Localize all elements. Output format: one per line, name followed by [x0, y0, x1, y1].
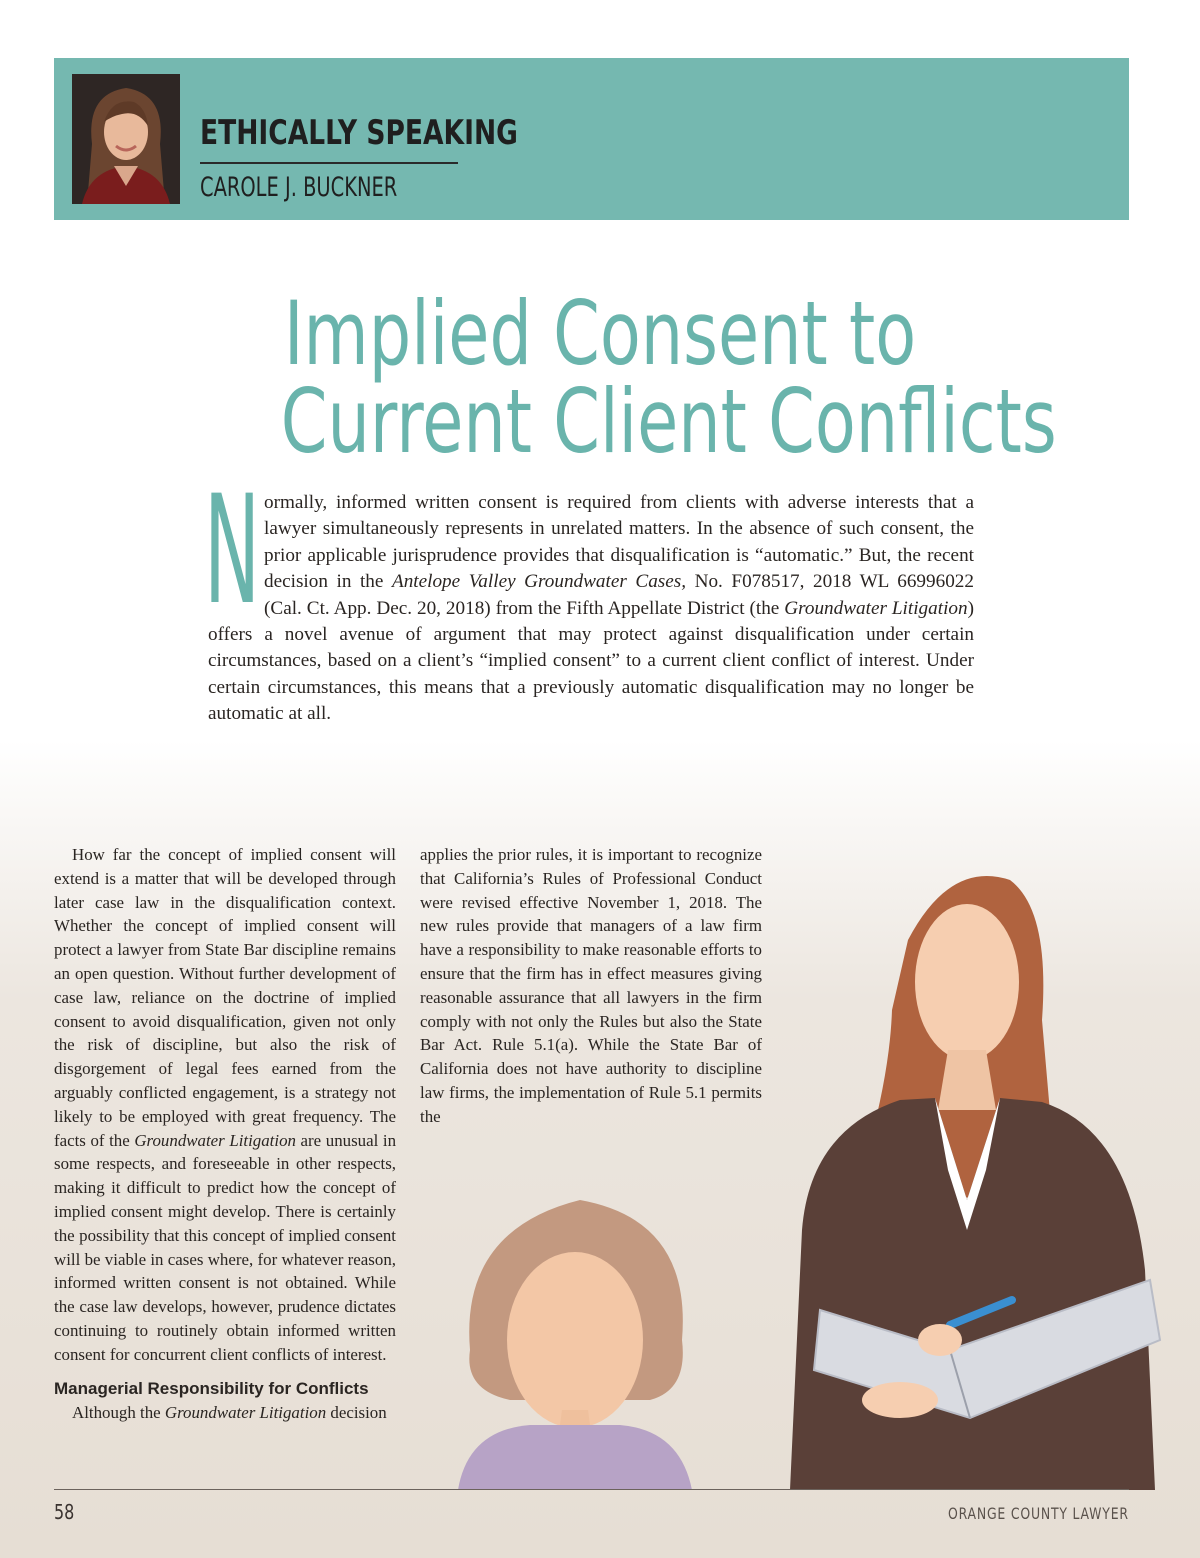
lede-short-name: Groundwater Litigation [784, 597, 968, 619]
publication-name: ORANGE COUNTY LAWYER [948, 1504, 1129, 1523]
author-photo [72, 74, 180, 204]
article-lede [204, 464, 974, 728]
lede-case-name: Antelope Valley Groundwater Cases, [391, 571, 687, 593]
body-italic: Groundwater Litigation [164, 1402, 327, 1422]
article-title [180, 282, 1057, 473]
lede-text-1: ormally, informed written consent is required from clients with adverse interests that a lawyer simultaneously represents in unrelated matters. In the absence of such consent, the prior applicable jurisprudence provides that disqualification is “automatic.” But, the recent decision in the [264, 492, 974, 593]
column-title: ETHICALLY SPEAKING [200, 113, 518, 153]
drop-cap: N [204, 464, 261, 638]
body-italic: Groundwater Litigation [134, 1130, 296, 1150]
body-paragraph [54, 843, 396, 1367]
body-paragraph [54, 1401, 396, 1425]
author-name: CAROLE J. BUCKNER [200, 172, 398, 203]
title-divider [200, 162, 458, 164]
column-header-band [54, 58, 1129, 220]
lede-text-2: No. F078517, 2018 WL 66996022 (Cal. Ct. App. Dec. 20, 2018) from the Fifth Appellate District (the [264, 571, 974, 619]
body-column-1 [54, 843, 396, 1424]
body-paragraph: applies the prior rules, it is important to recognize that California’s Rules of Professional Conduct were revised effective November 1, 2018. The new rules provide that managers of a law firm have a responsibility to make reasonable efforts to ensure that the firm has in effect measures giving reasonable assurance that all lawyers in the firm comply with not only the Rules but also the State Bar Act. Rule 5.1(a). While the State Bar of California does not have authority to discipline law firms, the implementation of Rule 5.1 permits the [420, 845, 762, 1126]
article-title-line-2: Current Client Conflicts [280, 370, 1057, 473]
body-column-2 [420, 843, 762, 1129]
page-number: 58 [54, 1500, 75, 1524]
footer-divider [54, 1489, 1129, 1490]
body-text: Although the [72, 1402, 165, 1422]
section-subhead: Managerial Responsibility for Conflicts [54, 1378, 369, 1398]
body-text: How far the concept of implied consent will extend is a matter that will be developed through later case law in the disqualification context. Whether the concept of implied consent will protect a lawyer from State Bar discipline remains an open question. Without further development of case law, reliance on the doctrine of implied consent to avoid disqualification, given not only the risk of discipline, but also the risk of disgorgement of legal fees earned from the arguably conflicted engagement, is a strategy not likely to be employed with great frequency. The facts of the [54, 845, 396, 1150]
article-title-line-1: Implied Consent to [283, 282, 917, 385]
body-text: decision [326, 1402, 387, 1422]
body-text: are unusual in some respects, and foreseeable in other respects, making it difficult to predict how the concept of implied consent might develop. There is certainly the possibility that this concept of implied consent will be viable in cases where, for whatever reason, informed written consent is not obtained. While the case law develops, however, prudence dictates continuing to routinely obtain informed written consent for concurrent client conflicts of interest. [54, 1130, 397, 1364]
lede-text-3: ) offers a novel avenue of argument that may protect against disqualification under certain circumstances, based on a client’s “implied consent” to a current client conflict of interest. Under certain circumstances, this means that a previously automatic disqualification may no longer be automatic at all. [208, 597, 974, 725]
